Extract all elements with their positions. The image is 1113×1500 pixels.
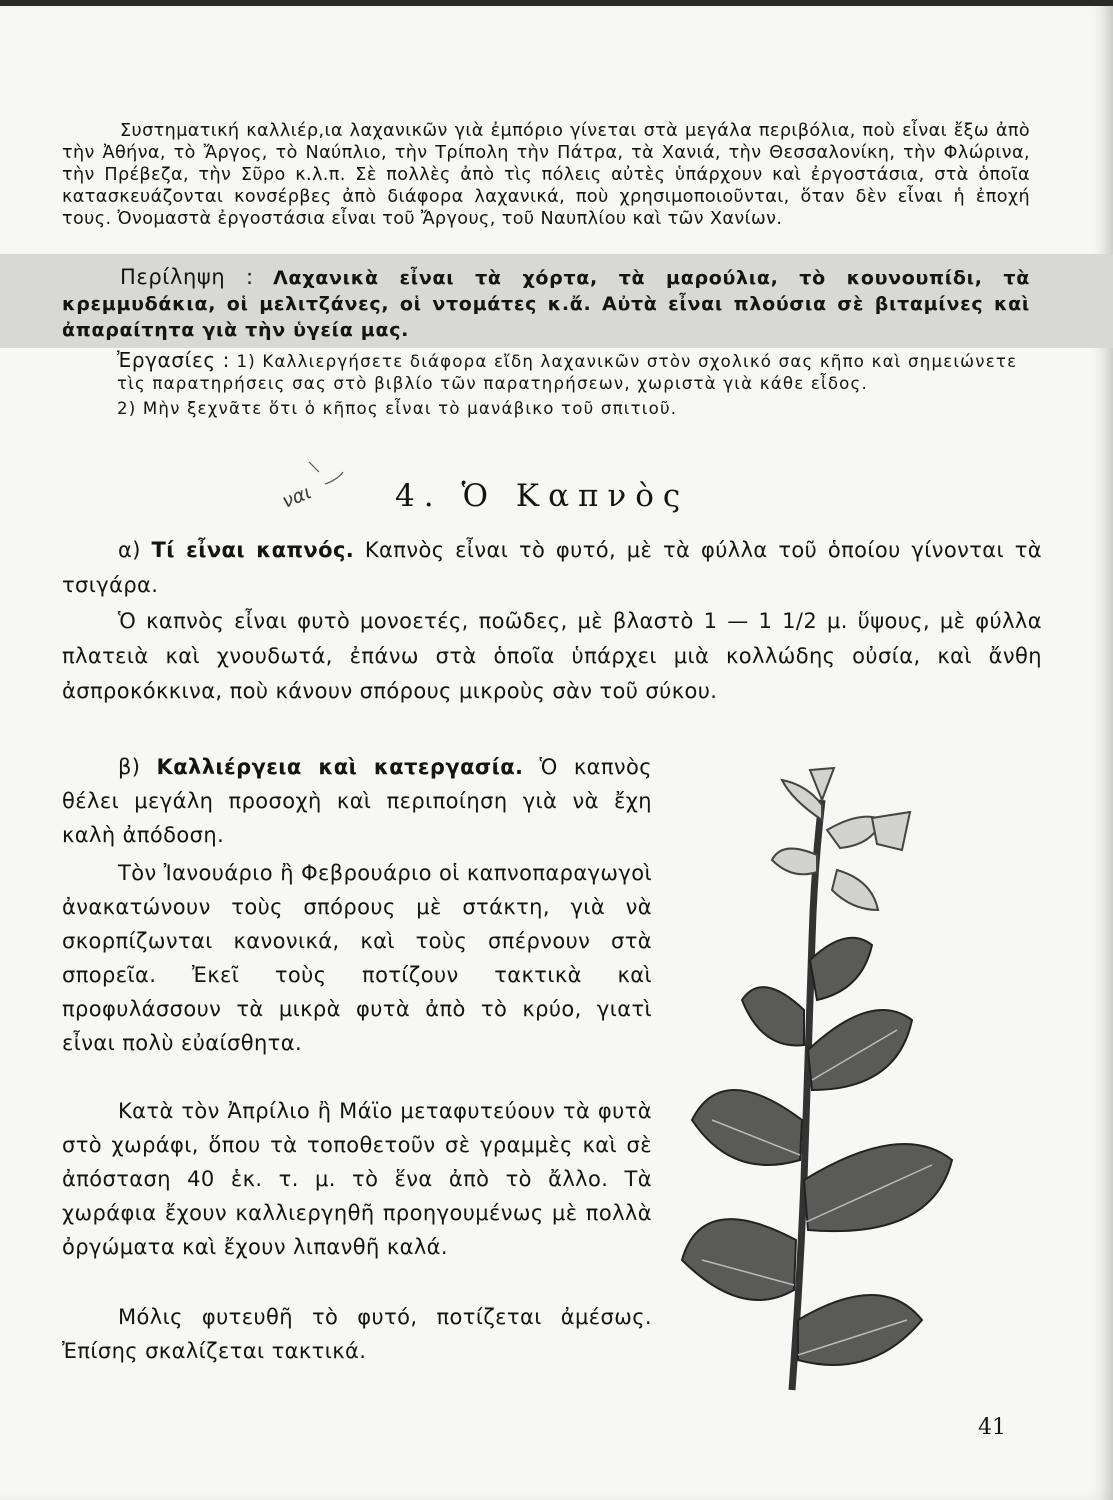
page-top-edge — [0, 0, 1113, 6]
tobacco-plant-illustration — [672, 760, 972, 1400]
summary-paragraph — [62, 264, 1030, 343]
pencil-tick-mark — [305, 458, 345, 488]
tasks-block — [117, 350, 1037, 420]
section-a-text: Καπνὸς εἶναι τὸ φυτό, μὲ τὰ φύλλα τοῦ ὁποίου γίνονται τὰ τσιγάρα. — [62, 538, 1042, 597]
summary-text: Λαχανικὰ εἶναι τὰ χόρτα, τὰ μαρούλια, τὸ κουνουπίδι, τὰ κρεμμυδάκια, οἱ μελιτζάνες, οἱ ντομάτες κ.ἄ. Αὐτὰ εἶναι πλούσια σὲ βιταμίνες καὶ ἀπαραίτητα γιὰ τὴν ὑγεία μας. — [62, 267, 1030, 341]
section-heading: 4. Ὁ Καπνὸς — [395, 478, 690, 514]
section-b-title: Καλλιέργεια καὶ κατεργασία. — [156, 755, 524, 779]
section-b-text: Ὁ καπνὸς θέλει μεγάλη προσοχὴ καὶ περιποίηση γιὰ νὰ ἔχη καλὴ ἀπόδοση. — [62, 755, 653, 847]
intro-paragraph: Συστηματική καλλιέρ,ια λαχανικῶν γιὰ ἐμπόριο γίνεται στὰ μεγάλα περιβόλια, ποὺ εἶναι ἔξω ἀπὸ τὴν Ἀθήνα, τὸ Ἄργος, τὸ Ναύπλιο, τὴν Τρίπολη τὴν Πάτρα, τὰ Χανιά, τὴν Θεσσαλονίκη, τὴν Φλώρινα, τὴν Πρέβεζα, τὴν Σῦρο κ.λ.π. Σὲ πολλὲς ἀπὸ τὶς πόλεις αὐτὲς ὑπάρχουν καὶ ἐργοστάσια, στὰ ὁποῖα κατασκευάζονται κονσέρβες ἀπὸ διάφορα λαχανικά, ποὺ χρησιμοποιοῦνται, ὅταν δὲν εἶναι ἡ ἐποχή τους. Ὀνομαστὰ ἐργοστάσια εἶναι τοῦ Ἄργους, τοῦ Ναυπλίου καὶ τῶν Χανίων. — [62, 121, 1030, 229]
handwritten-margin-note: ναι — [278, 481, 315, 513]
planting-paragraph: Κατὰ τὸν Ἀπρίλιο ἢ Μάϊο μεταφυτεύουν τὰ φυτὰ στὸ χωράφι, ὅπου τὰ τοποθετοῦν σὲ γραμμὲς καὶ σὲ ἀπόσταση 40 ἑκ. τ. μ. τὸ ἕνα ἀπὸ τὸ ἄλλο. Τὰ χωράφια ἔχουν καλλιεργηθῆ προηγουμένως μὲ πολλὰ ὀργώματα καὶ ἔχουν λιπανθῆ καλά. — [62, 1099, 652, 1259]
page-number: 41 — [978, 1415, 1006, 1440]
sowing-paragraph: Τὸν Ἰανουάριο ἢ Φεβρουάριο οἱ καπνοπαραγωγοὶ ἀνακατώνουν τοὺς σπόρους μὲ στάκτη, γιὰ νὰ σκορπίζωνται κανονικά, καὶ τοὺς σπέρνουν στὰ σπορεῖα. Ἐκεῖ τοὺς ποτίζουν τακτικὰ καὶ προφυλάσσουν τὰ μικρὰ φυτὰ ἀπὸ τὸ κρύο, γιατὶ εἶναι πολὺ εὐαίσθητα. — [62, 861, 652, 1055]
section-a-paragraph — [62, 533, 1042, 603]
summary-label: Περίληψη : — [120, 265, 254, 289]
task-item-2: 2) Μὴν ξεχνᾶτε ὅτι ὁ κῆπος εἶναι τὸ μανάβικο τοῦ σπιτιοῦ. — [117, 399, 678, 418]
section-b-marker: β) — [118, 755, 141, 779]
task-item-1: 1) Καλλιεργήσετε διάφορα εἴδη λαχανικῶν στὸν σχολικό σας κῆπο καὶ σημειώνετε τὶς παρατηρήσεις σας στὸ βιβλίο τῶν παρατηρήσεων, χωριστὰ γιὰ κάθε εἶδος. — [117, 352, 1018, 393]
watering-paragraph: Μόλις φυτευθῆ τὸ φυτό, ποτίζεται ἀμέσως. Ἐπίσης σκαλίζεται τακτικά. — [62, 1305, 652, 1363]
description-paragraph: Ὁ καπνὸς εἶναι φυτὸ μονοετές, ποῶδες, μὲ βλαστὸ 1 — 1 1/2 μ. ὕψους, μὲ φύλλα πλατειὰ καὶ χνουδωτά, ἐπάνω στὰ ὁποῖα ὑπάρχει μιὰ κολλώδης οὐσία, καὶ ἄνθη ἀσπροκόκκινα, ποὺ κάνουν σπόρους μικροὺς σὰν τοῦ σύκου. — [62, 609, 1042, 703]
section-a-marker: α) — [118, 538, 141, 562]
section-a-title: Τί εἶναι καπνός. — [151, 538, 355, 562]
tasks-label: Ἐργασίες : — [117, 348, 231, 372]
section-b-paragraph — [62, 750, 652, 852]
